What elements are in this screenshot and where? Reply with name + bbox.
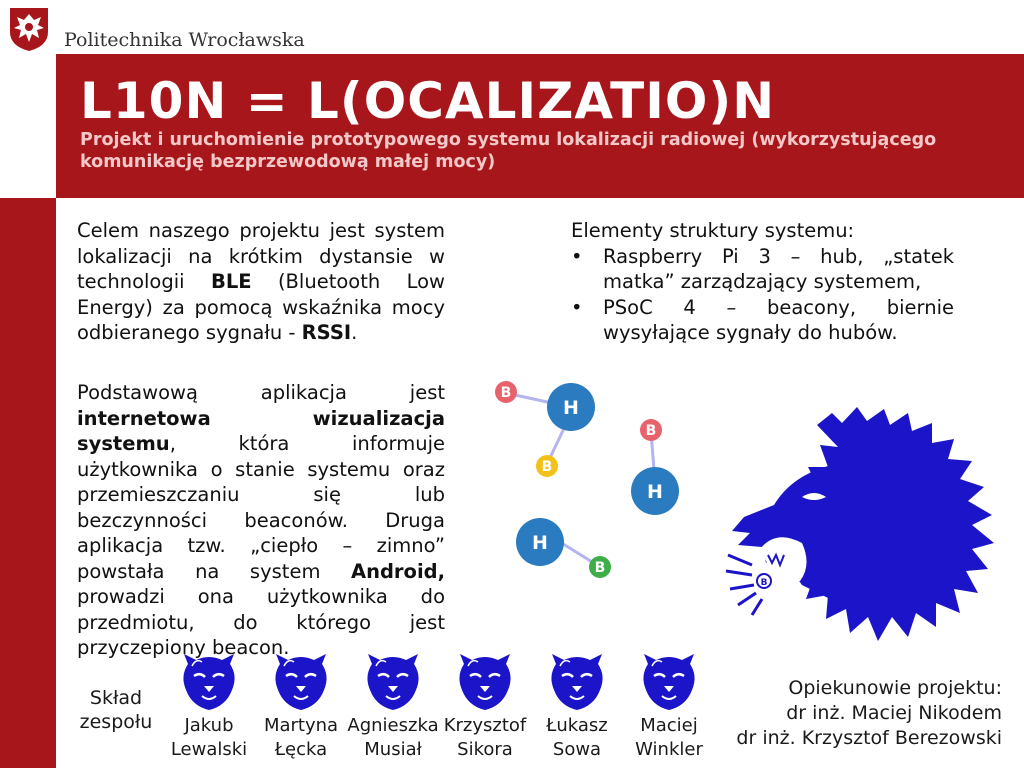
lion-beacon-label: B [760,578,768,588]
apps-text-1: Podstawową aplikacja jest [77,381,445,404]
team-member [439,652,531,762]
supervisor-name: dr inż. Maciej Nikodem [786,702,1002,724]
list-item [571,295,954,346]
bullet: • [571,244,583,268]
rssi-term: RSSI [301,321,352,344]
hub-label: H [532,532,548,554]
project-goal-paragraph [77,218,445,346]
hub-node [516,518,564,566]
member-last-name: Musiał [364,739,422,760]
beacon-node [536,455,558,477]
lion-cub-icon [456,652,514,712]
beacon-label: B [645,423,657,439]
member-first-name: Łukasz [546,715,608,736]
lion-cub-icon [548,652,606,712]
roaring-lion-illustration [722,405,1004,657]
university-logo [8,6,50,52]
hub-node [631,467,679,515]
web-visualization-term: internetowa wizualizacja systemu [77,406,445,455]
lion-cub-icon [364,652,422,712]
member-first-name: Agnieszka [347,715,439,736]
member-last-name: Sikora [457,739,513,760]
hub-beacon-diagram [480,370,720,590]
team-label: Skład zespołu [79,687,153,733]
university-name: Politechnika Wrocławska [64,29,305,51]
android-term: Android, [351,559,445,583]
left-accent-bar [0,198,56,768]
supervisors-heading: Opiekunowie projektu: [788,677,1002,699]
hub-label: H [647,481,663,503]
page-title: L10N = L(OCALIZATIO)N [80,72,776,130]
beacon-label: B [500,385,512,401]
system-elements [571,218,954,346]
ble-term: BLE [210,270,252,293]
beacon-node [640,419,662,441]
member-last-name: Lewalski [170,739,248,760]
apps-text-2: , która informuje użytkownika o stanie systemu oraz przemieszczaniu się lub bezczynności beaconów. Druga aplikacja tzw. „ciepło – zimno” powstała na system [77,432,445,583]
member-last-name: Winkler [635,739,703,760]
beacon-label: B [541,459,553,475]
beacon-node [589,556,611,578]
lion-cub-icon [180,652,238,712]
beacon-label: B [594,560,606,576]
goal-text-2: (Bluetooth Low Energy) za pomocą wskaźnika mocy odbieranego sygnału - [77,270,445,344]
member-first-name: Jakub [184,715,234,736]
goal-text-3: . [351,321,358,344]
team-member [163,652,255,762]
member-last-name: Łęcka [274,739,328,760]
applications-paragraph [77,380,445,661]
team-member [347,652,439,762]
member-first-name: Martyna [263,715,339,736]
lion-cub-icon [272,652,330,712]
list-item-text: Raspberry Pi 3 – hub, „statek matka” zarządzający systemem, [603,244,954,293]
list-item-text: PSoC 4 – beacony, biernie wysyłające sygnały do hubów. [603,295,954,344]
lion-shape [732,407,994,641]
list-item [571,244,954,295]
hub-node [547,383,595,431]
elements-heading: Elementy struktury systemu: [571,219,855,242]
signal-waves [726,555,762,615]
supervisors [700,676,1002,751]
beacon-node [495,381,517,403]
team-member [531,652,623,762]
elements-list [571,244,954,346]
lion-cub-icon [640,652,698,712]
team-member [255,652,347,762]
member-first-name: Maciej [640,715,698,736]
supervisor-name: dr inż. Krzysztof Berezowski [736,727,1002,749]
bullet: • [571,295,583,319]
hub-label: H [563,397,579,419]
apps-text-3: prowadzi ona użytkownika do przedmiotu, do którego jest przyczepiony beacon. [77,585,445,659]
page-subtitle: Projekt i uruchomienie prototypowego systemu lokalizacji radiowej (wykorzystującego komunikację bezprzewodową małej mocy) [80,130,937,172]
goal-text-1: Celem naszego projektu jest system lokalizacji na krótkim dystansie w technologii [77,219,445,293]
member-last-name: Sowa [552,739,602,760]
member-first-name: Krzysztof [443,715,527,736]
